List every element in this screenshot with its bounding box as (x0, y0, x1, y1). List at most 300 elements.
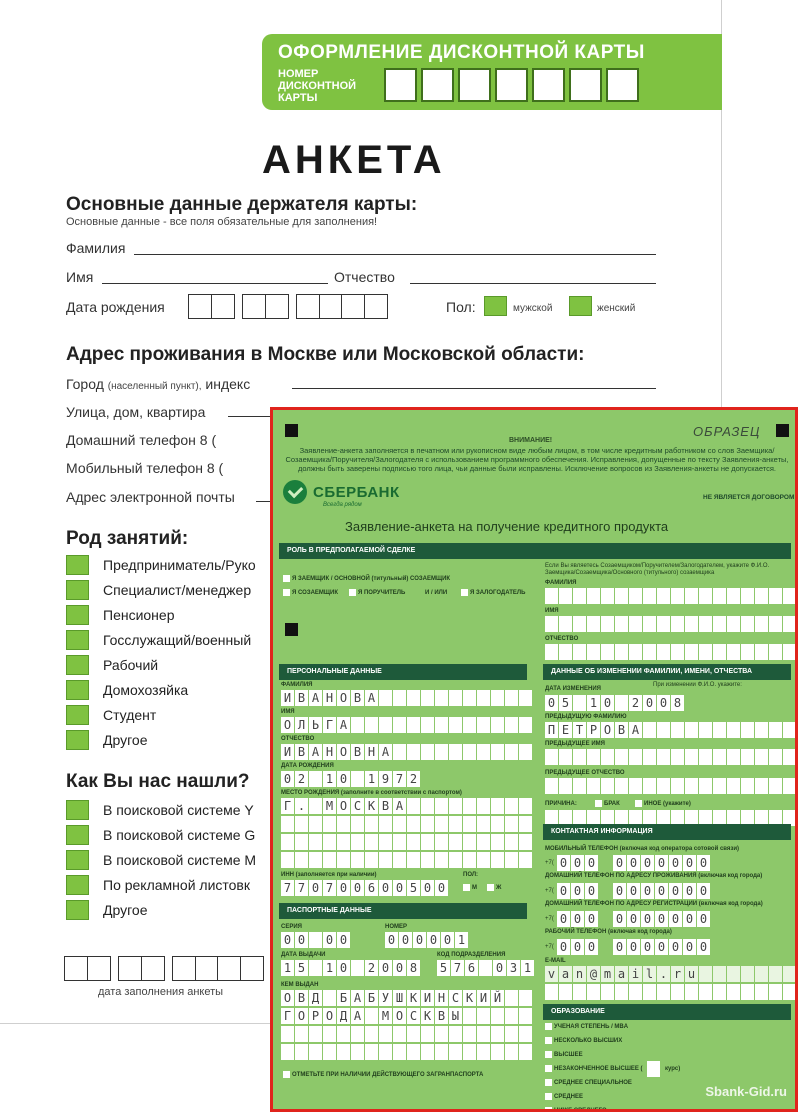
letter-cell[interactable] (479, 960, 492, 976)
letter-cell[interactable] (657, 588, 670, 604)
letter-cell[interactable] (559, 644, 572, 660)
letter-cell[interactable] (393, 816, 406, 832)
letter-cell[interactable] (379, 852, 392, 868)
letter-cell[interactable]: 0 (571, 939, 584, 955)
letter-cell[interactable]: 5 (559, 695, 572, 711)
letter-cell[interactable]: Й (491, 990, 504, 1006)
letter-cell[interactable]: Л (295, 717, 308, 733)
letter-cell[interactable] (783, 778, 796, 794)
letter-cell[interactable]: 5 (295, 960, 308, 976)
letter-cell[interactable]: 0 (385, 932, 398, 948)
letter-cell[interactable]: 0 (309, 880, 322, 896)
home-phone-code-grid[interactable] (557, 883, 599, 899)
letter-cell[interactable] (421, 717, 434, 733)
letter-cell[interactable]: И (281, 744, 294, 760)
education-checkbox[interactable] (545, 1079, 552, 1086)
letter-cell[interactable] (713, 722, 726, 738)
letter-cell[interactable] (491, 1008, 504, 1024)
letter-cell[interactable]: 0 (571, 883, 584, 899)
letter-cell[interactable]: В (351, 744, 364, 760)
letter-cell[interactable]: О (337, 690, 350, 706)
letter-cell[interactable]: 0 (585, 883, 598, 899)
letter-cell[interactable] (463, 1026, 476, 1042)
letter-cell[interactable] (323, 816, 336, 832)
occupation-option[interactable]: Пенсионер (66, 605, 175, 625)
series-grid[interactable] (281, 932, 351, 948)
letter-cell[interactable]: 0 (337, 880, 350, 896)
reason-other-checkbox[interactable] (635, 800, 642, 807)
letter-cell[interactable] (629, 749, 642, 765)
letter-cell[interactable] (365, 1044, 378, 1060)
role-coborrower-checkbox[interactable] (283, 589, 290, 596)
education-checkbox[interactable] (545, 1065, 552, 1072)
letter-cell[interactable]: 0 (351, 880, 364, 896)
mobile-number-grid[interactable] (613, 855, 711, 871)
letter-cell[interactable]: 0 (399, 932, 412, 948)
letter-cell[interactable]: 0 (421, 880, 434, 896)
letter-cell[interactable] (727, 778, 740, 794)
letter-cell[interactable]: n (573, 966, 586, 982)
letter-cell[interactable] (463, 1044, 476, 1060)
letter-cell[interactable] (629, 644, 642, 660)
reg-phone-code-grid[interactable] (557, 911, 599, 927)
issued-by-grid-2[interactable] (281, 1008, 533, 1024)
letter-cell[interactable] (379, 717, 392, 733)
letter-cell[interactable] (769, 778, 782, 794)
letter-cell[interactable]: А (379, 744, 392, 760)
letter-cell[interactable] (323, 834, 336, 850)
letter-cell[interactable] (519, 1026, 532, 1042)
letter-cell[interactable] (463, 690, 476, 706)
letter-cell[interactable] (323, 990, 336, 1006)
letter-cell[interactable] (573, 778, 586, 794)
letter-cell[interactable] (505, 798, 518, 814)
letter-cell[interactable] (323, 852, 336, 868)
letter-cell[interactable] (505, 990, 518, 1006)
letter-cell[interactable] (379, 1044, 392, 1060)
letter-cell[interactable]: В (351, 690, 364, 706)
letter-cell[interactable] (337, 1044, 350, 1060)
prev-name-grid[interactable] (545, 749, 797, 765)
letter-cell[interactable] (337, 1026, 350, 1042)
letter-cell[interactable] (783, 749, 796, 765)
letter-cell[interactable] (713, 588, 726, 604)
letter-cell[interactable] (295, 834, 308, 850)
letter-cell[interactable]: 5 (407, 880, 420, 896)
letter-cell[interactable] (573, 644, 586, 660)
sex-female-checkbox[interactable] (487, 884, 494, 891)
letter-cell[interactable] (421, 816, 434, 832)
letter-cell[interactable] (559, 616, 572, 632)
letter-cell[interactable]: Б (337, 990, 350, 1006)
letter-cell[interactable] (545, 616, 558, 632)
letter-cell[interactable] (783, 644, 796, 660)
main-patronymic-grid[interactable] (545, 644, 797, 660)
letter-cell[interactable] (727, 966, 740, 982)
letter-cell[interactable]: 0 (295, 932, 308, 948)
letter-cell[interactable]: 0 (627, 855, 640, 871)
letter-cell[interactable] (657, 778, 670, 794)
change-date-grid[interactable] (545, 695, 685, 711)
letter-cell[interactable] (559, 778, 572, 794)
letter-cell[interactable] (435, 744, 448, 760)
letter-cell[interactable] (545, 984, 558, 1000)
letter-cell[interactable] (601, 984, 614, 1000)
letter-cell[interactable] (309, 816, 322, 832)
letter-cell[interactable]: 0 (557, 939, 570, 955)
letter-cell[interactable] (643, 722, 656, 738)
letter-cell[interactable] (281, 834, 294, 850)
letter-cell[interactable] (545, 749, 558, 765)
letter-cell[interactable] (769, 966, 782, 982)
birthplace-grid[interactable] (281, 798, 533, 814)
letter-cell[interactable]: 0 (323, 932, 336, 948)
letter-cell[interactable] (559, 588, 572, 604)
letter-cell[interactable] (615, 644, 628, 660)
letter-cell[interactable] (587, 749, 600, 765)
letter-cell[interactable]: 0 (627, 883, 640, 899)
letter-cell[interactable] (519, 816, 532, 832)
letter-cell[interactable] (741, 588, 754, 604)
letter-cell[interactable] (407, 1044, 420, 1060)
letter-cell[interactable]: 0 (655, 855, 668, 871)
letter-cell[interactable] (601, 588, 614, 604)
letter-cell[interactable] (435, 852, 448, 868)
letter-cell[interactable] (573, 749, 586, 765)
letter-cell[interactable]: 1 (455, 932, 468, 948)
letter-cell[interactable]: А (309, 744, 322, 760)
letter-cell[interactable] (477, 1008, 490, 1024)
letter-cell[interactable] (505, 1044, 518, 1060)
letter-cell[interactable]: С (407, 1008, 420, 1024)
letter-cell[interactable] (281, 1026, 294, 1042)
letter-cell[interactable]: К (407, 990, 420, 1006)
letter-cell[interactable]: 0 (557, 855, 570, 871)
letter-cell[interactable] (407, 744, 420, 760)
letter-cell[interactable] (727, 588, 740, 604)
letter-cell[interactable] (755, 778, 768, 794)
letter-cell[interactable]: Д (309, 990, 322, 1006)
letter-cell[interactable]: Р (587, 722, 600, 738)
letter-cell[interactable]: У (379, 990, 392, 1006)
letter-cell[interactable]: Н (365, 744, 378, 760)
letter-cell[interactable] (741, 722, 754, 738)
letter-cell[interactable]: r (671, 966, 684, 982)
letter-cell[interactable]: 0 (613, 883, 626, 899)
letter-cell[interactable] (463, 816, 476, 832)
letter-cell[interactable] (671, 749, 684, 765)
letter-cell[interactable]: 3 (507, 960, 520, 976)
letter-cell[interactable]: 0 (557, 883, 570, 899)
letter-cell[interactable] (295, 1026, 308, 1042)
letter-cell[interactable]: 2 (365, 960, 378, 976)
letter-cell[interactable] (393, 1044, 406, 1060)
occupation-option[interactable]: Рабочий (66, 655, 158, 675)
letter-cell[interactable]: 0 (657, 695, 670, 711)
letter-cell[interactable] (727, 644, 740, 660)
letter-cell[interactable] (281, 1044, 294, 1060)
letter-cell[interactable] (657, 616, 670, 632)
role-borrower-checkbox[interactable] (283, 575, 290, 582)
letter-cell[interactable] (545, 644, 558, 660)
letter-cell[interactable]: Д (337, 1008, 350, 1024)
letter-cell[interactable] (295, 852, 308, 868)
name-grid[interactable] (281, 717, 533, 733)
email-grid[interactable] (545, 966, 797, 982)
letter-cell[interactable] (421, 852, 434, 868)
letter-cell[interactable] (713, 778, 726, 794)
letter-cell[interactable] (463, 744, 476, 760)
letter-cell[interactable] (309, 852, 322, 868)
letter-cell[interactable]: О (323, 1008, 336, 1024)
letter-cell[interactable] (643, 984, 656, 1000)
letter-cell[interactable]: 0 (669, 911, 682, 927)
letter-cell[interactable] (505, 834, 518, 850)
letter-cell[interactable]: 9 (379, 771, 392, 787)
letter-cell[interactable]: А (629, 722, 642, 738)
letter-cell[interactable]: А (309, 690, 322, 706)
letter-cell[interactable]: 1 (323, 771, 336, 787)
letter-cell[interactable] (769, 749, 782, 765)
letter-cell[interactable]: 0 (393, 960, 406, 976)
prev-surname-grid[interactable] (545, 722, 797, 738)
letter-cell[interactable] (741, 644, 754, 660)
letter-cell[interactable]: 0 (379, 960, 392, 976)
letter-cell[interactable]: 0 (545, 695, 558, 711)
letter-cell[interactable] (407, 1026, 420, 1042)
letter-cell[interactable] (587, 778, 600, 794)
letter-cell[interactable] (769, 722, 782, 738)
name-field[interactable] (102, 283, 328, 284)
letter-cell[interactable] (295, 1044, 308, 1060)
letter-cell[interactable]: Ш (393, 990, 406, 1006)
letter-cell[interactable]: 0 (585, 855, 598, 871)
letter-cell[interactable] (393, 690, 406, 706)
letter-cell[interactable] (559, 984, 572, 1000)
letter-cell[interactable] (407, 852, 420, 868)
letter-cell[interactable] (783, 588, 796, 604)
mobile-code-grid[interactable] (557, 855, 599, 871)
letter-cell[interactable]: 0 (413, 932, 426, 948)
letter-cell[interactable] (519, 990, 532, 1006)
education-checkbox[interactable] (545, 1023, 552, 1030)
letter-cell[interactable]: О (337, 744, 350, 760)
letter-cell[interactable] (491, 744, 504, 760)
letter-cell[interactable]: И (281, 690, 294, 706)
source-option[interactable]: Другое (66, 900, 147, 920)
letter-cell[interactable] (421, 1044, 434, 1060)
main-surname-grid[interactable] (545, 588, 797, 604)
letter-cell[interactable]: 1 (323, 960, 336, 976)
letter-cell[interactable]: 0 (557, 911, 570, 927)
letter-cell[interactable]: 0 (337, 932, 350, 948)
letter-cell[interactable] (685, 588, 698, 604)
fill-date-cells[interactable] (64, 956, 262, 981)
letter-cell[interactable]: 0 (669, 883, 682, 899)
occupation-option[interactable]: Госслужащий/военный (66, 630, 251, 650)
letter-cell[interactable] (477, 744, 490, 760)
letter-cell[interactable]: 1 (281, 960, 294, 976)
letter-cell[interactable] (671, 616, 684, 632)
letter-cell[interactable]: 0 (337, 960, 350, 976)
letter-cell[interactable]: a (559, 966, 572, 982)
letter-cell[interactable] (629, 588, 642, 604)
letter-cell[interactable] (657, 644, 670, 660)
letter-cell[interactable] (435, 1026, 448, 1042)
letter-cell[interactable] (643, 616, 656, 632)
letter-cell[interactable] (379, 816, 392, 832)
letter-cell[interactable] (643, 749, 656, 765)
letter-cell[interactable]: 6 (365, 880, 378, 896)
letter-cell[interactable] (449, 816, 462, 832)
letter-cell[interactable] (657, 722, 670, 738)
occupation-option[interactable]: Домохозяйка (66, 680, 188, 700)
letter-cell[interactable] (755, 966, 768, 982)
letter-cell[interactable] (769, 616, 782, 632)
letter-cell[interactable]: u (685, 966, 698, 982)
letter-cell[interactable] (545, 778, 558, 794)
letter-cell[interactable]: 7 (281, 880, 294, 896)
letter-cell[interactable]: А (393, 798, 406, 814)
letter-cell[interactable] (573, 984, 586, 1000)
letter-cell[interactable] (629, 778, 642, 794)
letter-cell[interactable] (337, 834, 350, 850)
number-grid[interactable] (385, 932, 469, 948)
letter-cell[interactable]: И (421, 990, 434, 1006)
letter-cell[interactable]: А (337, 717, 350, 733)
letter-cell[interactable]: Н (435, 990, 448, 1006)
letter-cell[interactable] (421, 744, 434, 760)
letter-cell[interactable] (449, 798, 462, 814)
letter-cell[interactable]: М (323, 798, 336, 814)
letter-cell[interactable]: Г (281, 798, 294, 814)
letter-cell[interactable] (615, 616, 628, 632)
letter-cell[interactable] (477, 816, 490, 832)
letter-cell[interactable] (587, 984, 600, 1000)
letter-cell[interactable]: И (477, 990, 490, 1006)
letter-cell[interactable] (601, 749, 614, 765)
letter-cell[interactable] (615, 588, 628, 604)
letter-cell[interactable]: В (295, 990, 308, 1006)
letter-cell[interactable] (671, 644, 684, 660)
letter-cell[interactable] (407, 717, 420, 733)
letter-cell[interactable] (657, 749, 670, 765)
education-checkbox[interactable] (545, 1051, 552, 1058)
birthdate-grid[interactable] (281, 771, 421, 787)
reason-marriage-checkbox[interactable] (595, 800, 602, 807)
role-pledger-checkbox[interactable] (461, 589, 468, 596)
letter-cell[interactable] (421, 834, 434, 850)
letter-cell[interactable]: 0 (585, 939, 598, 955)
letter-cell[interactable]: Е (559, 722, 572, 738)
letter-cell[interactable] (323, 1044, 336, 1060)
letter-cell[interactable] (755, 644, 768, 660)
letter-cell[interactable]: m (601, 966, 614, 982)
letter-cell[interactable] (615, 778, 628, 794)
letter-cell[interactable] (505, 816, 518, 832)
city-field[interactable] (292, 388, 656, 389)
letter-cell[interactable]: Н (323, 744, 336, 760)
letter-cell[interactable] (393, 1026, 406, 1042)
letter-cell[interactable]: 0 (655, 939, 668, 955)
letter-cell[interactable] (685, 616, 698, 632)
letter-cell[interactable]: 7 (323, 880, 336, 896)
letter-cell[interactable] (519, 744, 532, 760)
letter-cell[interactable]: 0 (613, 939, 626, 955)
reg-phone-number-grid[interactable] (613, 911, 711, 927)
letter-cell[interactable] (671, 722, 684, 738)
letter-cell[interactable] (755, 588, 768, 604)
letter-cell[interactable] (519, 1044, 532, 1060)
letter-cell[interactable] (783, 722, 796, 738)
letter-cell[interactable]: 6 (465, 960, 478, 976)
letter-cell[interactable] (463, 852, 476, 868)
letter-cell[interactable]: 0 (683, 939, 696, 955)
letter-cell[interactable] (699, 749, 712, 765)
prev-patronymic-grid[interactable] (545, 778, 797, 794)
letter-cell[interactable] (519, 717, 532, 733)
letter-cell[interactable] (477, 690, 490, 706)
letter-cell[interactable]: 0 (571, 911, 584, 927)
letter-cell[interactable] (615, 749, 628, 765)
letter-cell[interactable] (463, 717, 476, 733)
letter-cell[interactable] (755, 749, 768, 765)
letter-cell[interactable] (449, 1026, 462, 1042)
letter-cell[interactable] (449, 834, 462, 850)
letter-cell[interactable] (783, 984, 796, 1000)
letter-cell[interactable]: Ь (309, 717, 322, 733)
letter-cell[interactable] (713, 749, 726, 765)
letter-cell[interactable] (643, 588, 656, 604)
letter-cell[interactable] (351, 852, 364, 868)
letter-cell[interactable]: В (615, 722, 628, 738)
letter-cell[interactable] (491, 1044, 504, 1060)
letter-cell[interactable] (519, 834, 532, 850)
male-checkbox[interactable] (484, 296, 507, 316)
letter-cell[interactable] (769, 588, 782, 604)
letter-cell[interactable]: 1 (365, 771, 378, 787)
letter-cell[interactable] (491, 798, 504, 814)
letter-cell[interactable] (477, 834, 490, 850)
letter-cell[interactable]: Г (281, 1008, 294, 1024)
letter-cell[interactable] (699, 588, 712, 604)
letter-cell[interactable] (309, 1044, 322, 1060)
letter-cell[interactable] (351, 771, 364, 787)
letter-cell[interactable] (407, 798, 420, 814)
letter-cell[interactable]: В (435, 1008, 448, 1024)
sex-male-checkbox[interactable] (463, 884, 470, 891)
letter-cell[interactable] (755, 984, 768, 1000)
letter-cell[interactable]: Р (309, 1008, 322, 1024)
letter-cell[interactable]: 0 (669, 939, 682, 955)
letter-cell[interactable]: 0 (683, 883, 696, 899)
letter-cell[interactable] (685, 749, 698, 765)
letter-cell[interactable] (647, 1061, 660, 1077)
letter-cell[interactable]: @ (587, 966, 600, 982)
letter-cell[interactable]: 0 (697, 939, 710, 955)
letter-cell[interactable]: 0 (683, 911, 696, 927)
birthdate-cells[interactable] (188, 294, 386, 319)
occupation-option[interactable]: Другое (66, 730, 147, 750)
letter-cell[interactable] (699, 778, 712, 794)
letter-cell[interactable]: 0 (697, 883, 710, 899)
letter-cell[interactable] (783, 966, 796, 982)
letter-cell[interactable]: 2 (407, 771, 420, 787)
letter-cell[interactable]: v (545, 966, 558, 982)
letter-cell[interactable] (685, 644, 698, 660)
home-phone-number-grid[interactable] (613, 883, 711, 899)
education-checkbox[interactable] (545, 1037, 552, 1044)
